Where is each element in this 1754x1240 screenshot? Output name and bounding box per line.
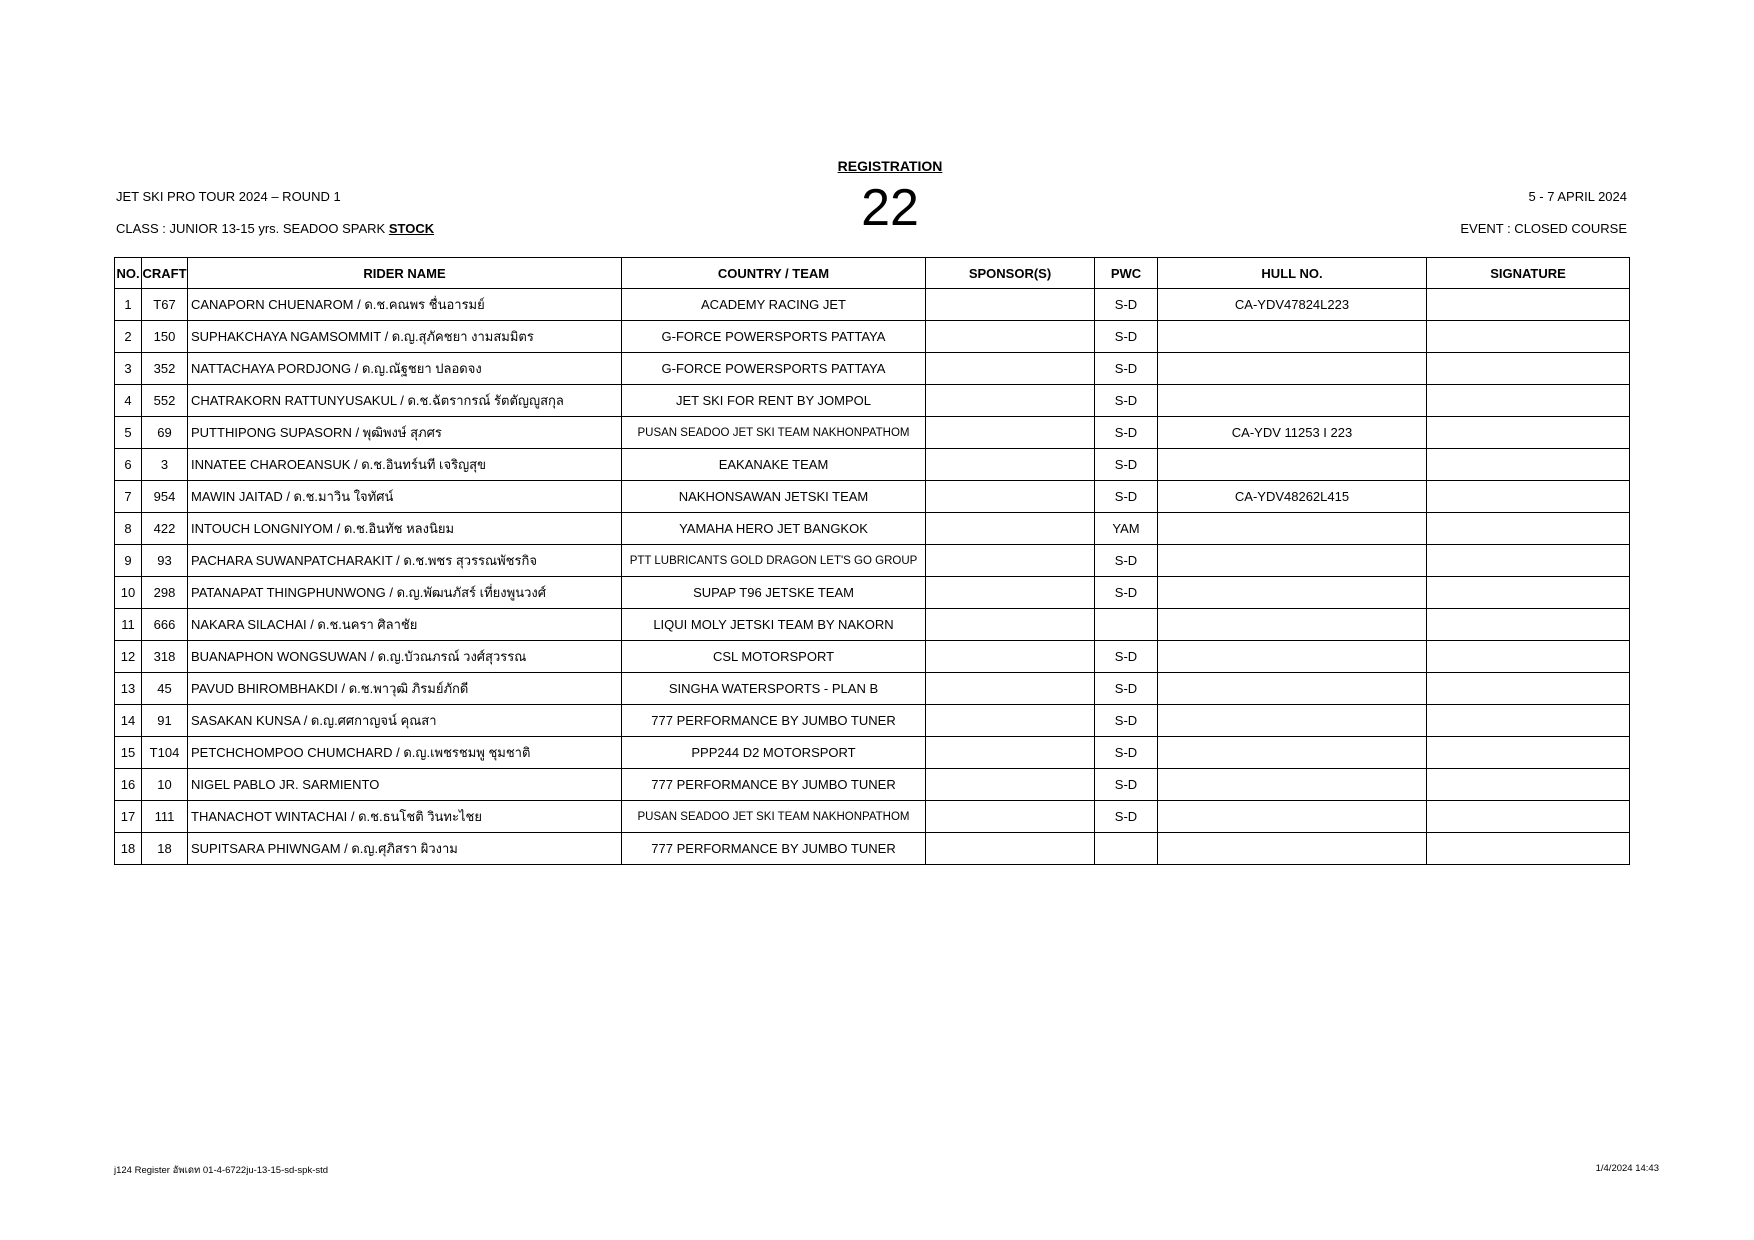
table-body	[115, 289, 1630, 865]
table-row	[115, 353, 1630, 385]
cell-sponsor	[926, 417, 1095, 449]
cell-sponsor	[926, 385, 1095, 417]
cell-no: 16	[115, 769, 142, 801]
cell-rider-name: INNATEE CHAROEANSUK / ด.ช.อินทร์นที เจริญสุข	[188, 449, 622, 481]
cell-no: 13	[115, 673, 142, 705]
cell-hull-no: CA-YDV 11253 I 223	[1158, 417, 1427, 449]
cell-pwc: S-D	[1095, 577, 1158, 609]
cell-hull-no: CA-YDV47824L223	[1158, 289, 1427, 321]
col-header-sponsor: SPONSOR(S)	[926, 258, 1095, 289]
cell-hull-no	[1158, 833, 1427, 865]
cell-no: 4	[115, 385, 142, 417]
table-row	[115, 769, 1630, 801]
cell-signature	[1427, 385, 1630, 417]
cell-pwc: S-D	[1095, 737, 1158, 769]
table-row	[115, 289, 1630, 321]
cell-rider-name: CHATRAKORN RATTUNYUSAKUL / ด.ช.ฉัตรากรณ์ รัตตัญญูสกุล	[188, 385, 622, 417]
cell-no: 9	[115, 545, 142, 577]
cell-signature	[1427, 737, 1630, 769]
cell-signature	[1427, 577, 1630, 609]
cell-hull-no	[1158, 449, 1427, 481]
cell-sponsor	[926, 769, 1095, 801]
cell-sponsor	[926, 641, 1095, 673]
cell-craft: 10	[142, 769, 188, 801]
table-row	[115, 737, 1630, 769]
cell-pwc: S-D	[1095, 289, 1158, 321]
cell-team: PPP244 D2 MOTORSPORT	[622, 737, 926, 769]
cell-sponsor	[926, 705, 1095, 737]
col-header-team: COUNTRY / TEAM	[622, 258, 926, 289]
col-header-pwc: PWC	[1095, 258, 1158, 289]
cell-hull-no: CA-YDV48262L415	[1158, 481, 1427, 513]
cell-rider-name: INTOUCH LONGNIYOM / ด.ช.อินทัช หลงนิยม	[188, 513, 622, 545]
cell-team: G-FORCE POWERSPORTS PATTAYA	[622, 353, 926, 385]
cell-signature	[1427, 289, 1630, 321]
cell-team: ACADEMY RACING JET	[622, 289, 926, 321]
cell-rider-name: SUPITSARA PHIWNGAM / ด.ญ.ศุภิสรา ผิวงาม	[188, 833, 622, 865]
cell-sponsor	[926, 481, 1095, 513]
event-type: EVENT : CLOSED COURSE	[1460, 221, 1627, 236]
cell-signature	[1427, 449, 1630, 481]
cell-rider-name: PACHARA SUWANPATCHARAKIT / ด.ช.พชร สุวรรณพัชรกิจ	[188, 545, 622, 577]
cell-team: YAMAHA HERO JET BANGKOK	[622, 513, 926, 545]
cell-team: PTT LUBRICANTS GOLD DRAGON LET'S GO GROUP	[622, 545, 926, 577]
cell-pwc	[1095, 609, 1158, 641]
class-stock: STOCK	[388, 221, 435, 236]
cell-team: 777 PERFORMANCE BY JUMBO TUNER	[622, 705, 926, 737]
cell-pwc: S-D	[1095, 449, 1158, 481]
cell-rider-name: THANACHOT WINTACHAI / ด.ช.ธนโชติ วินทะไชย	[188, 801, 622, 833]
cell-no: 8	[115, 513, 142, 545]
cell-no: 17	[115, 801, 142, 833]
cell-signature	[1427, 353, 1630, 385]
table-row	[115, 577, 1630, 609]
cell-sponsor	[926, 609, 1095, 641]
cell-team: EAKANAKE TEAM	[622, 449, 926, 481]
cell-team: SUPAP T96 JETSKE TEAM	[622, 577, 926, 609]
cell-craft: T104	[142, 737, 188, 769]
cell-signature	[1427, 673, 1630, 705]
registration-heading: REGISTRATION	[837, 158, 943, 174]
cell-pwc: S-D	[1095, 801, 1158, 833]
cell-signature	[1427, 481, 1630, 513]
cell-team: G-FORCE POWERSPORTS PATTAYA	[622, 321, 926, 353]
col-header-no: NO.	[115, 258, 142, 289]
cell-rider-name: PETCHCHOMPOO CHUMCHARD / ด.ญ.เพชรชมพู ชุมชาติ	[188, 737, 622, 769]
table-header-row	[115, 258, 1630, 289]
table-row	[115, 513, 1630, 545]
cell-sponsor	[926, 673, 1095, 705]
cell-sponsor	[926, 513, 1095, 545]
cell-rider-name: PATANAPAT THINGPHUNWONG / ด.ญ.พัฒนภัสร์ เที่ยงพูนวงศ์	[188, 577, 622, 609]
cell-rider-name: PUTTHIPONG SUPASORN / พุฒิพงษ์ สุภศร	[188, 417, 622, 449]
cell-team: CSL MOTORSPORT	[622, 641, 926, 673]
table-row	[115, 673, 1630, 705]
registration-table	[114, 257, 1630, 865]
cell-signature	[1427, 801, 1630, 833]
cell-sponsor	[926, 577, 1095, 609]
class-prefix: CLASS : JUNIOR 13-15 yrs. SEADOO SPARK	[116, 221, 389, 236]
cell-no: 12	[115, 641, 142, 673]
cell-signature	[1427, 417, 1630, 449]
cell-team: JET SKI FOR RENT BY JOMPOL	[622, 385, 926, 417]
cell-hull-no	[1158, 513, 1427, 545]
cell-pwc: S-D	[1095, 385, 1158, 417]
cell-team: NAKHONSAWAN JETSKI TEAM	[622, 481, 926, 513]
cell-signature	[1427, 705, 1630, 737]
cell-signature	[1427, 321, 1630, 353]
col-header-rider: RIDER NAME	[188, 258, 622, 289]
cell-rider-name: NIGEL PABLO JR. SARMIENTO	[188, 769, 622, 801]
cell-sponsor	[926, 321, 1095, 353]
footer-file-name: j124 Register อัพเดท 01-4-6722ju-13-15-sd-spk-std	[114, 1165, 329, 1176]
cell-craft: 3	[142, 449, 188, 481]
cell-rider-name: SUPHAKCHAYA NGAMSOMMIT / ด.ญ.สุภัคชยา งามสมมิตร	[188, 321, 622, 353]
table-row	[115, 609, 1630, 641]
table-row	[115, 449, 1630, 481]
cell-no: 7	[115, 481, 142, 513]
cell-craft: 69	[142, 417, 188, 449]
table-row	[115, 705, 1630, 737]
cell-rider-name: PAVUD BHIROMBHAKDI / ด.ช.พาวุฒิ ภิรมย์ภักดี	[188, 673, 622, 705]
cell-team: PUSAN SEADOO JET SKI TEAM NAKHONPATHOM	[622, 801, 926, 833]
event-date: 5 - 7 APRIL 2024	[1528, 189, 1627, 204]
cell-team: LIQUI MOLY JETSKI TEAM BY NAKORN	[622, 609, 926, 641]
cell-signature	[1427, 833, 1630, 865]
cell-sponsor	[926, 449, 1095, 481]
cell-rider-name: MAWIN JAITAD / ด.ช.มาวิน ใจทัศน์	[188, 481, 622, 513]
cell-craft: 352	[142, 353, 188, 385]
cell-rider-name: BUANAPHON WONGSUWAN / ด.ญ.บัวณภรณ์ วงศ์สุวรรณ	[188, 641, 622, 673]
cell-rider-name: SASAKAN KUNSA / ด.ญ.ศศกาญจน์ คุณสา	[188, 705, 622, 737]
cell-hull-no	[1158, 737, 1427, 769]
table-row	[115, 321, 1630, 353]
cell-signature	[1427, 641, 1630, 673]
cell-sponsor	[926, 353, 1095, 385]
cell-team: 777 PERFORMANCE BY JUMBO TUNER	[622, 769, 926, 801]
table-row	[115, 641, 1630, 673]
class-line	[116, 221, 434, 236]
cell-no: 2	[115, 321, 142, 353]
cell-craft: 93	[142, 545, 188, 577]
cell-signature	[1427, 609, 1630, 641]
cell-rider-name: CANAPORN CHUENAROM / ด.ช.คณพร ชื่นอารมย์	[188, 289, 622, 321]
cell-sponsor	[926, 801, 1095, 833]
cell-sponsor	[926, 545, 1095, 577]
cell-pwc: YAM	[1095, 513, 1158, 545]
cell-pwc: S-D	[1095, 673, 1158, 705]
cell-signature	[1427, 769, 1630, 801]
cell-no: 18	[115, 833, 142, 865]
cell-no: 11	[115, 609, 142, 641]
cell-rider-name: NAKARA SILACHAI / ด.ช.นครา ศิลาชัย	[188, 609, 622, 641]
cell-pwc: S-D	[1095, 769, 1158, 801]
cell-pwc: S-D	[1095, 353, 1158, 385]
col-header-signature: SIGNATURE	[1427, 258, 1630, 289]
cell-craft: 298	[142, 577, 188, 609]
table-row	[115, 481, 1630, 513]
cell-pwc: S-D	[1095, 641, 1158, 673]
cell-signature	[1427, 513, 1630, 545]
cell-sponsor	[926, 737, 1095, 769]
cell-craft: 422	[142, 513, 188, 545]
cell-team: 777 PERFORMANCE BY JUMBO TUNER	[622, 833, 926, 865]
footer-timestamp: 1/4/2024 14:43	[1595, 1163, 1659, 1174]
cell-no: 3	[115, 353, 142, 385]
cell-pwc	[1095, 833, 1158, 865]
cell-no: 5	[115, 417, 142, 449]
event-title: JET SKI PRO TOUR 2024 – ROUND 1	[116, 189, 341, 204]
col-header-craft: CRAFT	[142, 258, 188, 289]
cell-craft: 552	[142, 385, 188, 417]
cell-no: 6	[115, 449, 142, 481]
cell-hull-no	[1158, 321, 1427, 353]
cell-team: SINGHA WATERSPORTS - PLAN B	[622, 673, 926, 705]
cell-pwc: S-D	[1095, 545, 1158, 577]
cell-pwc: S-D	[1095, 481, 1158, 513]
cell-signature	[1427, 545, 1630, 577]
cell-craft: 91	[142, 705, 188, 737]
cell-hull-no	[1158, 801, 1427, 833]
cell-hull-no	[1158, 769, 1427, 801]
cell-craft: 111	[142, 801, 188, 833]
cell-craft: 318	[142, 641, 188, 673]
table-row	[115, 385, 1630, 417]
cell-sponsor	[926, 833, 1095, 865]
cell-no: 1	[115, 289, 142, 321]
cell-hull-no	[1158, 545, 1427, 577]
cell-hull-no	[1158, 385, 1427, 417]
cell-rider-name: NATTACHAYA PORDJONG / ด.ญ.ณัฐชยา ปลอดจง	[188, 353, 622, 385]
cell-no: 14	[115, 705, 142, 737]
cell-craft: 45	[142, 673, 188, 705]
col-header-hull: HULL NO.	[1158, 258, 1427, 289]
table-row	[115, 833, 1630, 865]
cell-craft: 954	[142, 481, 188, 513]
cell-craft: 150	[142, 321, 188, 353]
cell-no: 10	[115, 577, 142, 609]
cell-hull-no	[1158, 673, 1427, 705]
cell-team: PUSAN SEADOO JET SKI TEAM NAKHONPATHOM	[622, 417, 926, 449]
cell-craft: 666	[142, 609, 188, 641]
cell-hull-no	[1158, 609, 1427, 641]
cell-craft: T67	[142, 289, 188, 321]
table-row	[115, 801, 1630, 833]
cell-hull-no	[1158, 353, 1427, 385]
cell-hull-no	[1158, 705, 1427, 737]
cell-no: 15	[115, 737, 142, 769]
cell-craft: 18	[142, 833, 188, 865]
cell-pwc: S-D	[1095, 321, 1158, 353]
cell-sponsor	[926, 289, 1095, 321]
cell-hull-no	[1158, 577, 1427, 609]
cell-hull-no	[1158, 641, 1427, 673]
table-row	[115, 417, 1630, 449]
cell-pwc: S-D	[1095, 417, 1158, 449]
table-row	[115, 545, 1630, 577]
cell-pwc: S-D	[1095, 705, 1158, 737]
registration-count: 22	[861, 179, 919, 237]
